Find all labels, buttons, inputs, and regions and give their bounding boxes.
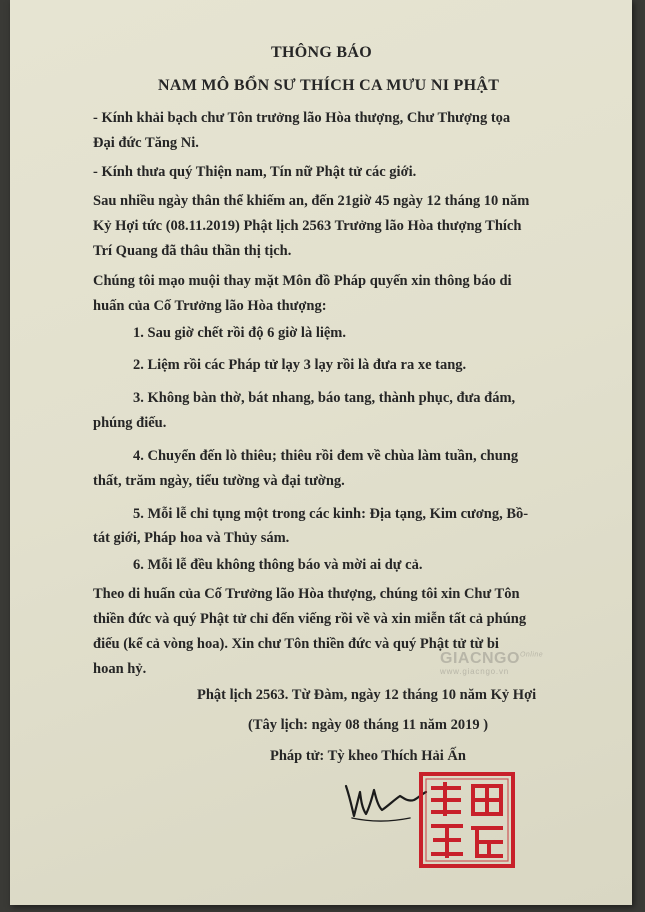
- western-date: (Tây lịch: ngày 08 tháng 11 năm 2019 ): [248, 717, 489, 733]
- greeting-1-line-2: Đại đức Tăng Ni.: [93, 135, 199, 151]
- list-item-6: 6. Mỗi lễ đều không thông báo và mời ai dự cả.: [133, 557, 423, 573]
- watermark-suffix: Online: [519, 651, 544, 659]
- para-1-line-1: Sau nhiều ngày thân thể khiếm an, đến 21giờ 45 ngày 12 tháng 10 năm: [93, 193, 530, 209]
- giacngo-watermark: [440, 650, 544, 676]
- doc-title: THÔNG BÁO: [271, 44, 372, 61]
- red-seal-stamp: [417, 770, 517, 870]
- para-2-line-2: huấn của Cố Trưởng lão Hòa thượng:: [93, 298, 327, 314]
- watermark-brand: GIACNGO: [440, 650, 520, 667]
- list-item-2: 2. Liệm rồi các Pháp tử lạy 3 lạy rồi là đưa ra xe tang.: [133, 357, 467, 373]
- list-item-3-line-2: phúng điếu.: [93, 415, 167, 431]
- signer-line: Pháp tử: Tỳ kheo Thích Hải Ấn: [270, 748, 466, 764]
- para-3-line-1: Theo di huấn của Cố Trưởng lão Hòa thượng, chúng tôi xin Chư Tôn: [93, 586, 520, 602]
- para-1-line-3: Trí Quang đã thâu thần thị tịch.: [93, 243, 292, 259]
- list-item-5-line-2: tát giới, Pháp hoa và Thủy sám.: [93, 530, 290, 546]
- list-item-5-line-1: 5. Mỗi lễ chỉ tụng một trong các kinh: Địa tạng, Kim cương, Bồ-: [133, 506, 529, 522]
- greeting-2: - Kính thưa quý Thiện nam, Tín nữ Phật tử các giới.: [93, 164, 417, 180]
- para-3-line-3: điếu (kể cả vòng hoa). Xin chư Tôn thiền đức và quý Phật tử từ bi: [93, 636, 499, 652]
- list-item-4-line-2: thất, trăm ngày, tiểu tường và đại tường.: [93, 473, 345, 489]
- para-3-line-2: thiền đức và quý Phật tử chỉ đến viếng rồi về và xin miễn tất cả phúng: [93, 611, 527, 627]
- date-line: Phật lịch 2563. Từ Đàm, ngày 12 tháng 10 năm Kỷ Hợi: [197, 687, 537, 703]
- para-2-line-1: Chúng tôi mạo muội thay mặt Môn đồ Pháp quyến xin thông báo di: [93, 273, 512, 289]
- list-item-4-line-1: 4. Chuyển đến lò thiêu; thiêu rồi đem về chùa làm tuần, chung: [133, 448, 519, 464]
- para-1-line-2: Kỷ Hợi tức (08.11.2019) Phật lịch 2563 Trưởng lão Hòa thượng Thích: [93, 218, 522, 234]
- list-item-1: 1. Sau giờ chết rồi độ 6 giờ là liệm.: [133, 325, 347, 341]
- greeting-1-line-1: - Kính khải bạch chư Tôn trưởng lão Hòa thượng, Chư Thượng tọa: [93, 110, 511, 126]
- watermark-url: www.giacngo.vn: [440, 667, 510, 676]
- doc-subtitle: NAM MÔ BỔN SƯ THÍCH CA MƯU NI PHẬT: [158, 77, 500, 94]
- list-item-3-line-1: 3. Không bàn thờ, bát nhang, báo tang, thành phục, đưa đám,: [133, 390, 516, 406]
- para-3-line-4: hoan hỷ.: [93, 661, 147, 677]
